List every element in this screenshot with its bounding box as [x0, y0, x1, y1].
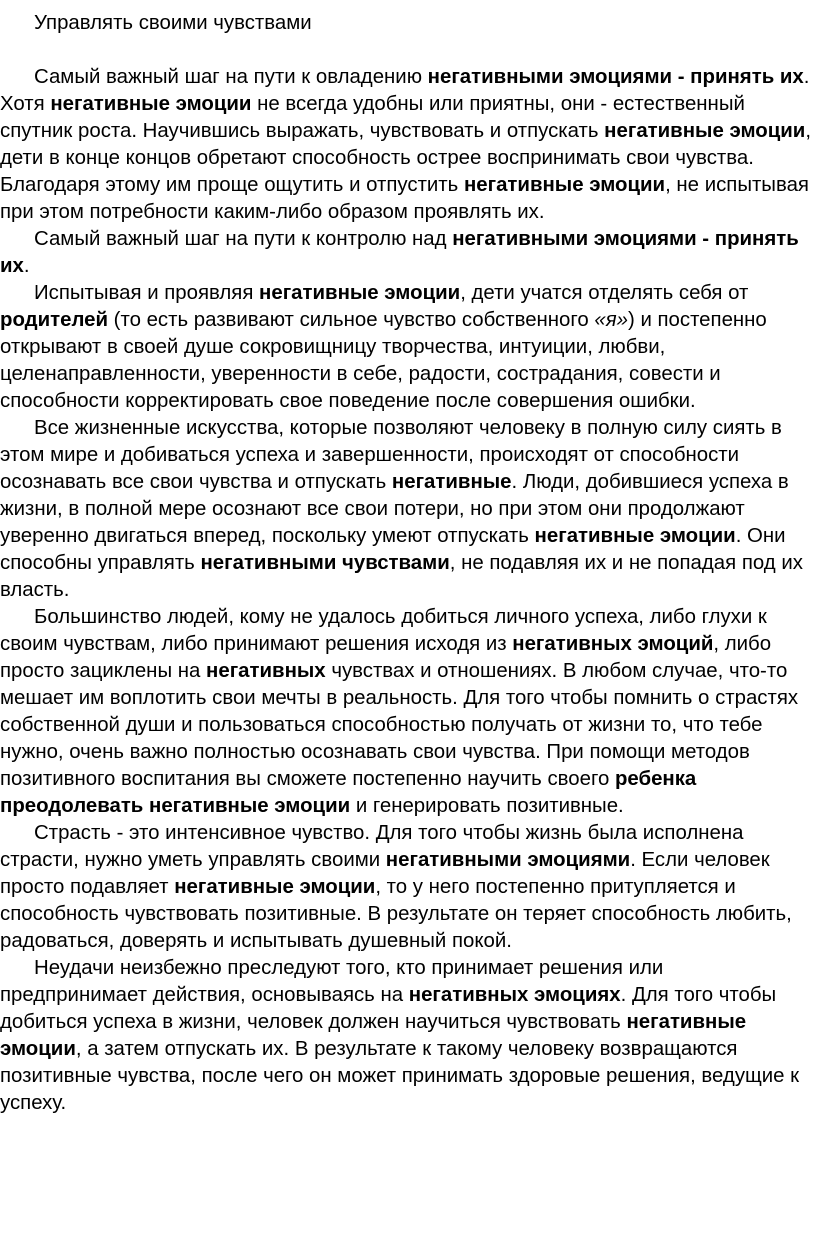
bold-text: негативными чувствами — [200, 552, 450, 574]
document-title: Управлять своими чувствами — [34, 12, 312, 34]
text-run: и генерировать позитивные. — [350, 795, 624, 817]
text-run: Самый важный шаг на пути к контролю над — [34, 228, 453, 250]
paragraph — [0, 280, 814, 415]
paragraph — [0, 820, 814, 955]
bold-text: негативными эмоциями - принять их — [427, 66, 804, 88]
paragraph — [0, 955, 814, 1117]
text-run: Неудачи неизбежно преследуют того, кто принимает решения или предпринимает действия, основываясь на — [0, 957, 664, 1006]
document-page — [0, 10, 814, 1117]
bold-text: негативными эмоциями — [385, 849, 631, 871]
text-run: . Для того чтобы добиться успеха в жизни, человек должен научиться чувствовать — [0, 984, 777, 1033]
text-run: . Хотя — [0, 66, 810, 115]
document-body — [0, 64, 814, 1117]
text-run: . Если человек просто подавляет — [0, 849, 770, 898]
bold-text: негативные эмоции — [0, 1011, 747, 1060]
paragraph — [0, 604, 814, 820]
paragraph — [0, 226, 814, 280]
bold-text: негативных эмоций — [512, 633, 714, 655]
text-run: Большинство людей, кому не удалось добиться личного успеха, либо глухи к своим чувствам, либо принимают решения исходя из — [0, 606, 767, 655]
text-run: Страсть - это интенсивное чувство. Для того чтобы жизнь была исполнена страсти, нужно уметь управлять своими — [0, 822, 744, 871]
text-run: Самый важный шаг на пути к овладению — [34, 66, 428, 88]
text-run: ) и постепенно открывают в своей душе сокровищницу творчества, интуиции, любви, целенаправленности, уверенности в себе, радости, сострадания, совести и способности корректировать свое поведение после совершения ошибки. — [0, 309, 767, 412]
text-run: , то у него постепенно притупляется и способность чувствовать позитивные. В результате он теряет способность любить, радоваться, доверять и испытывать душевный покой. — [0, 876, 792, 952]
bold-text: негативные эмоции — [463, 174, 666, 196]
text-run: , либо просто зациклены на — [0, 633, 772, 682]
text-run: Все жизненные искусства, которые позволяют человеку в полную силу сиять в этом мире и добиваться успеха и завершенности, происходят от способности осознавать все свои чувства и отпускать — [0, 417, 782, 493]
bold-text: негативные эмоции — [259, 282, 461, 304]
italic-text: «я» — [594, 309, 628, 331]
bold-text: негативных — [206, 660, 326, 682]
bold-text: негативных эмоциях — [408, 984, 621, 1006]
text-run: . Они способны управлять — [0, 525, 786, 574]
text-run: чувствах и отношениях. В любом случае, что-то мешает им воплотить свои мечты в реальность. Для того чтобы помнить о страстях собственной души и пользоваться способностью получать от жизни то, что тебе нужно, очень важно полностью осознавать свои чувства. При помощи методов позитивного воспитания вы сможете постепенно научить своего — [0, 660, 799, 790]
bold-text: негативными эмоциями - принять их — [0, 228, 799, 277]
text-run: Испытывая и проявляя — [34, 282, 260, 304]
bold-text: негативные эмоции — [50, 93, 252, 115]
text-run: , а затем отпускать их. В результате к такому человеку возвращаются позитивные чувства, после чего он может принимать здоровые решения, ведущие к успеху. — [0, 1038, 800, 1114]
text-run: не всегда удобны или приятны, они - естественный спутник роста. Научившись выражать, чувствовать и отпускать — [0, 93, 745, 142]
text-run: , дети в конце концов обретают способность острее воспринимать свои чувства. Благодаря этому им проще ощутить и отпустить — [0, 120, 811, 196]
text-run: , дети учатся отделять себя от — [460, 282, 749, 304]
bold-text: родителей — [0, 309, 109, 331]
text-run: . Люди, добившиеся успеха в жизни, в полной мере осознают все свои потери, но при этом они продолжают уверенно двигаться вперед, поскольку умеют отпускать — [0, 471, 789, 547]
text-run: , не подавляя их и не попадая под их власть. — [0, 552, 803, 601]
paragraph — [0, 415, 814, 604]
text-run: . — [23, 255, 30, 277]
text-run: (то есть развивают сильное чувство собственного — [108, 309, 595, 331]
bold-text: ребенка преодолевать негативные эмоции — [0, 768, 697, 817]
text-run: , не испытывая при этом потребности каким-либо образом проявлять их. — [0, 174, 809, 223]
bold-text: негативные эмоции — [174, 876, 376, 898]
bold-text: негативные — [391, 471, 512, 493]
paragraph — [0, 64, 814, 226]
bold-text: негативные эмоции — [604, 120, 806, 142]
bold-text: негативные эмоции — [534, 525, 736, 547]
